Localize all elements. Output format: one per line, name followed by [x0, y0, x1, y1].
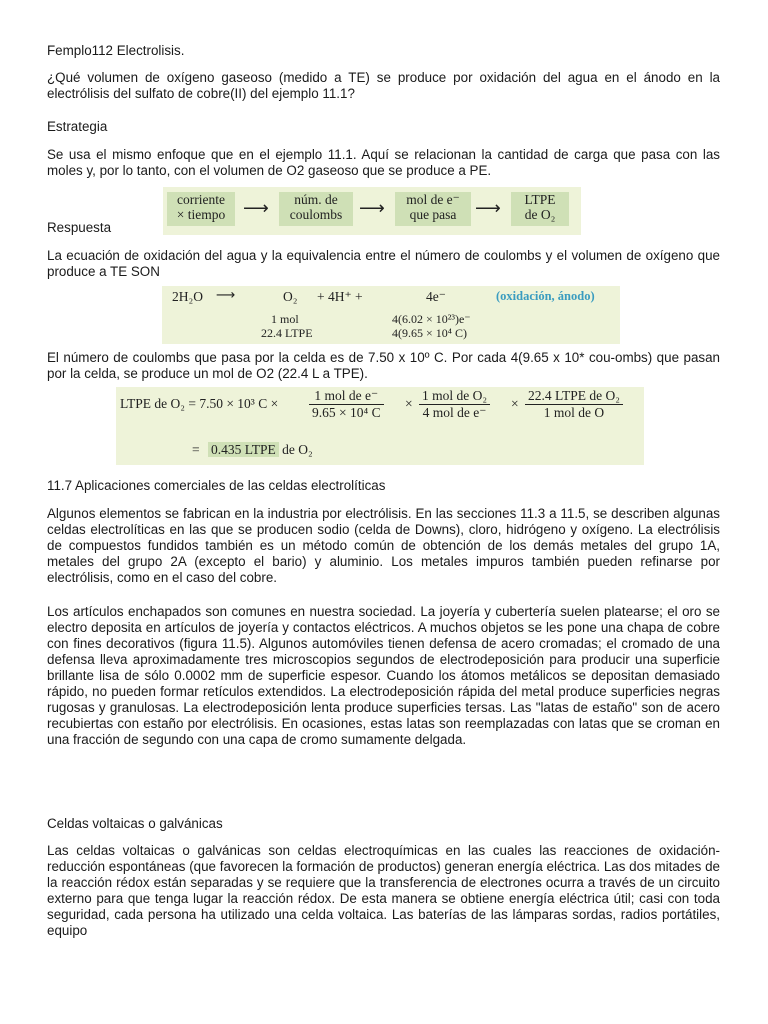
reaction-o2: O₂ — [283, 289, 298, 304]
question-text: ¿Qué volumen de oxígeno gaseoso (medido a TE) se produce por oxidación del agua en el ánodo en la electrólisis del sulfato de cobre(II) del ejemplo 11.1? — [47, 70, 720, 101]
flow-box-mol-electrons: mol de e⁻ que pasa — [395, 192, 471, 226]
flow-box-current-time: corriente × tiempo — [167, 192, 235, 226]
calc-lhs: LTPE de O₂ = 7.50 × 10³ C × — [120, 396, 279, 411]
paragraph-2: Los artículos enchapados son comunes en nuestra sociedad. La joyería y cubertería suelen platearse; el oro se electro deposita en artículos de joyería y contactos eléctricos. A muchos objetos se les pone una chapa de cobre con fines decorativos (figura 11.5). Algunos automóviles tienen defensa de acero cromadas; el cromado de una defensa lleva aproximadamente tres microscopios segundos de electrodeposición para producir una superficie brillante lisa de sólo 0.0002 mm de superficie espesor. Cuando los átomos metálicos se depositan demasiado rápido, no pueden formar retículos extendidos. La electrodeposición rápida del metal produce superficies negras rugosas y granulosas. La electrodeposición lenta produce superficies tersas. Las "latas de estaño" son de acero recubiertas con estaño por electrólisis. En ocasiones, estas latas son reemplazadas con latas que se croman en una fracción de segundo con una capa de cromo sumamente delgada. — [47, 604, 720, 747]
paragraph-3: Las celdas voltaicas o galvánicas son celdas electroquímicas en las cuales las reacciones de oxidación-reducción espontáneas (que favorecen la formación de productos) generan energía eléctrica. Las dos mitades de la reacción rédox están separadas y se requiere que la transferencia de electrones ocurra a través de un circuito externo para que tenga lugar la reacción rédox. De esta manera se obtiene energía eléctrica útil; casi con toda seguridad, cada persona ha utilizado una celda voltaica. Las baterías de las lámparas sordas, radios portátiles, equipo — [47, 843, 720, 938]
reaction-mol: 1 mol — [271, 312, 299, 326]
calc-fraction-1: 1 mol de e⁻ 9.65 × 10⁴ C — [309, 388, 384, 421]
flow-arrow-3: ⟶ — [475, 198, 501, 219]
calc-times-2: × — [511, 396, 519, 411]
strategy-text: Se usa el mismo enfoque que en el ejemplo 11.1. Aquí se relacionan la cantidad de carga que pasa con las moles y, por lo tanto, con el volumen de O2 gaseoso que se produce a PE. — [47, 147, 720, 178]
answer-heading: Respuesta — [47, 220, 112, 235]
calc-times-1: × — [405, 396, 413, 411]
reaction-electrons: 4e⁻ — [426, 289, 446, 304]
flow-box-volume-o2: LTPE de O₂ — [511, 192, 569, 226]
section2-title: Celdas voltaicas o galvánicas — [47, 816, 223, 831]
section-title: 11.7 Aplicaciones comerciales de las celdas electrolíticas — [47, 478, 386, 493]
oxidation-reaction — [162, 286, 620, 344]
example-title: Femplo112 Electrolisis. — [47, 43, 185, 58]
reaction-arrow: ⟶ — [216, 287, 236, 303]
volume-calculation — [116, 387, 644, 465]
calc-fraction-2: 1 mol de O₂ 4 mol de e⁻ — [419, 388, 490, 421]
paragraph-1: Algunos elementos se fabrican en la industria por electrólisis. En las secciones 11.3 a 11.5, se describen algunas celdas electrolíticas en las que se producen sodio (celda de Downs), cloro, hidrógeno y oxígeno. La electrólisis de compuestos fundidos también es un método común de obtención de los demás metales del grupo 1A, metales del grupo 2A (excepto el bario) y aluminio. Los metales impuros también pueden refinarse por electrólisis, como en el caso del cobre. — [47, 506, 720, 585]
reaction-electron-count: 4(6.02 × 10²³)e⁻ — [392, 312, 471, 326]
answer-text: La ecuación de oxidación del agua y la equivalencia entre el número de coulombs y el volumen de oxígeno que produce a TE SON — [47, 248, 720, 279]
flow-arrow-2: ⟶ — [359, 198, 385, 219]
calc-fraction-3: 22.4 LTPE de O₂ 1 mol de O — [525, 388, 623, 421]
reaction-label: (oxidación, ánodo) — [496, 289, 595, 303]
calc-equals: = — [192, 442, 200, 457]
flow-box-coulombs: núm. de coulombs — [279, 192, 353, 226]
flow-arrow-1: ⟶ — [243, 198, 269, 219]
calc-result — [208, 442, 313, 458]
reaction-reactant: 2H₂O — [172, 289, 203, 304]
coulombs-text: El número de coulombs que pasa por la celda es de 7.50 x 10º C. Por cada 4(9.65 x 10* cou-ombs) que pasan por la celda, se produce un mol de O2 (22.4 L a TPE). — [47, 350, 720, 381]
reaction-electron-charge: 4(9.65 × 10⁴ C) — [392, 326, 467, 340]
reaction-volume: 22.4 LTPE — [261, 326, 313, 340]
calc-result-value: 0.435 LTPE — [208, 442, 279, 457]
reaction-protons: + 4H⁺ + — [317, 289, 363, 304]
strategy-heading: Estrategia — [47, 119, 108, 134]
calc-result-unit: de O₂ — [282, 442, 313, 457]
